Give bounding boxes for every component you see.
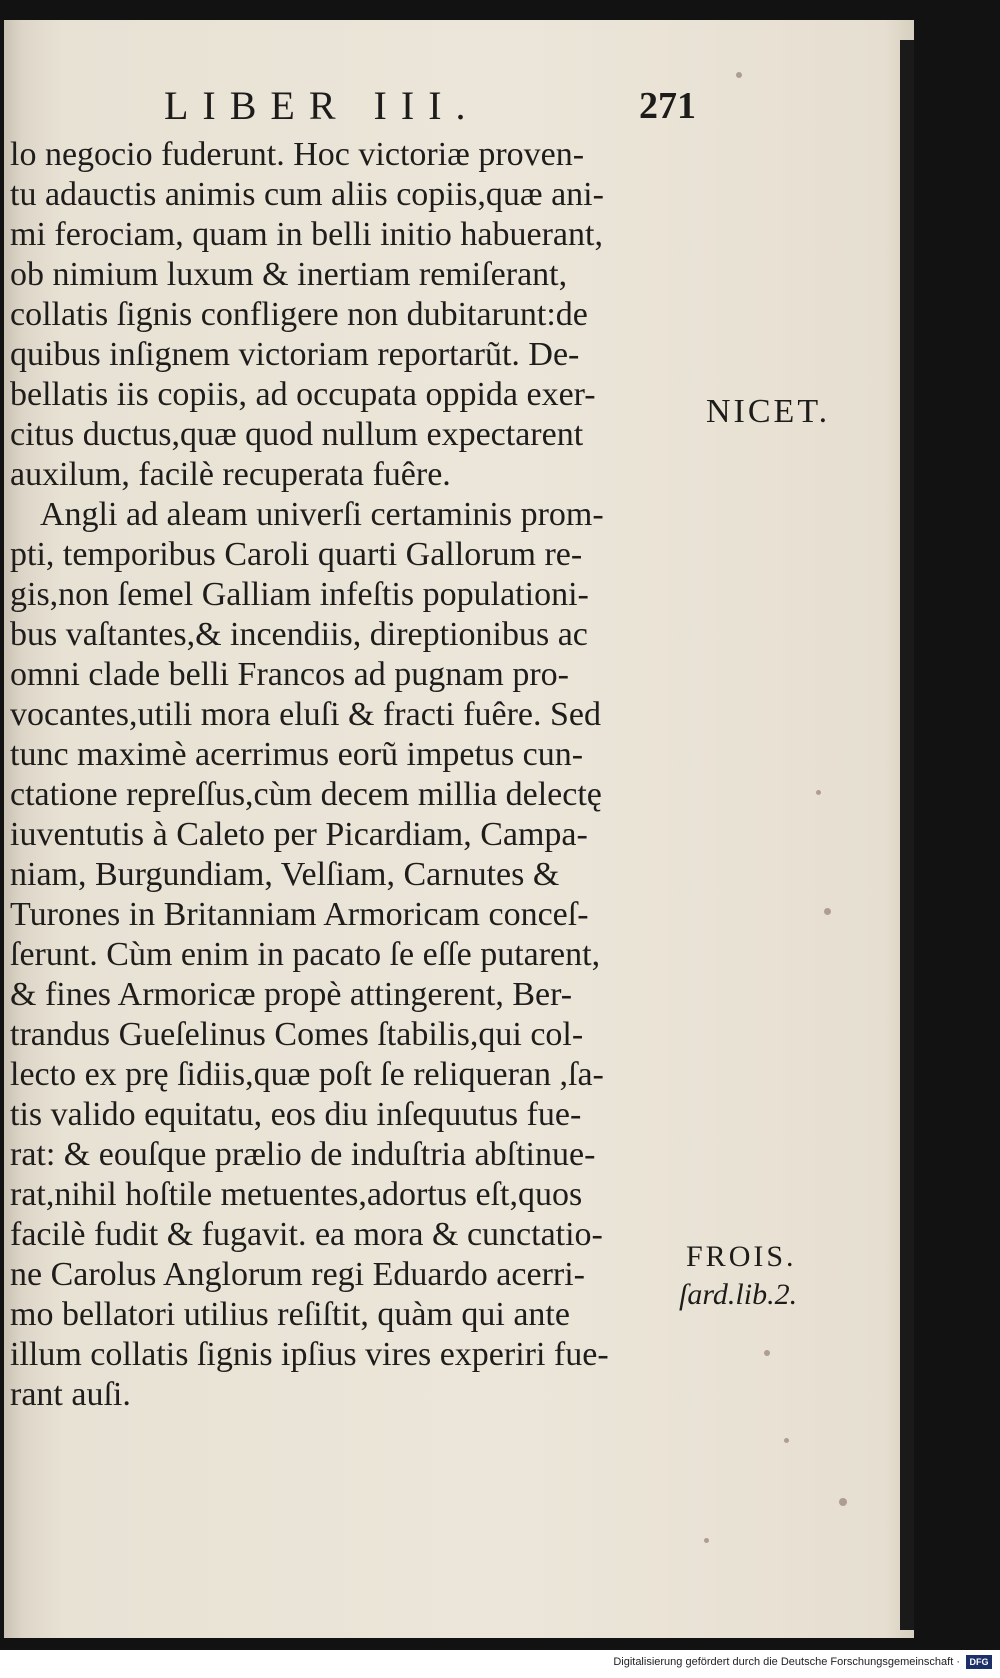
- text-line: iuventutis à Caleto per Picardiam, Campa-: [10, 816, 588, 853]
- paragraph-start-line: Angli ad aleam univerſi certaminis prom-: [40, 496, 604, 533]
- text-line: mo bellatori utilius reſiſtit, quàm qui ante: [10, 1296, 570, 1333]
- text-line: citus ductus,quæ quod nullum expectarent: [10, 416, 584, 453]
- text-line: & fines Armoricæ propè attingerent, Ber-: [10, 976, 573, 1013]
- text-line: bus vaſtantes,& incendiis, direptionibus ac: [10, 616, 588, 653]
- text-line: niam, Burgundiam, Velſiam, Carnutes &: [10, 856, 560, 893]
- funding-credit: Digitalisierung gefördert durch die Deutsche Forschungsgemeinschaft ·: [613, 1656, 960, 1668]
- text-line: pti, temporibus Caroli quarti Gallorum re-: [10, 536, 583, 573]
- text-line: ob nimium luxum & inertiam remiſerant,: [10, 256, 568, 293]
- text-line: ctatione repreſſus,cùm decem millia delectę: [10, 776, 602, 813]
- page-edge-shadow: [900, 40, 914, 1630]
- text-line: Turones in Britanniam Armoricam conceſ-: [10, 896, 589, 933]
- page-number: 271: [639, 85, 696, 127]
- text-line: tis valido equitatu, eos diu inſequutus fue-: [10, 1096, 582, 1133]
- paper-stain: [736, 72, 742, 78]
- text-line: quibus inſignem victoriam reportarũt. De-: [10, 336, 580, 373]
- text-line: rant auſi.: [10, 1376, 131, 1413]
- text-line: omni clade belli Francos ad pugnam pro-: [10, 656, 569, 693]
- book-page: [4, 20, 914, 1638]
- text-line: rat: & eouſque prælio de induſtria abſtinue-: [10, 1136, 596, 1173]
- text-line: gis,non ſemel Galliam infeſtis populationi-: [10, 576, 589, 613]
- text-line: rat,nihil hoſtile metuentes,adortus eſt,quos: [10, 1176, 583, 1213]
- dfg-logo-icon: DFG: [966, 1655, 992, 1669]
- text-line: trandus Gueſelinus Comes ſtabilis,qui col-: [10, 1016, 584, 1053]
- paper-stain: [764, 1350, 770, 1356]
- text-line: mi ferociam, quam in belli initio habuerant,: [10, 216, 603, 253]
- paper-stain: [784, 1438, 789, 1443]
- text-line: collatis ſignis confligere non dubitarunt:de: [10, 296, 588, 333]
- paper-stain: [839, 1498, 847, 1506]
- text-line: facilè fudit & fugavit. ea mora & cunctatio-: [10, 1216, 603, 1253]
- text-line: ne Carolus Anglorum regi Eduardo acerri-: [10, 1256, 585, 1293]
- margin-note-nicet: NICET.: [706, 393, 831, 430]
- text-line: illum collatis ſignis ipſius vires experiri fue-: [10, 1336, 609, 1373]
- digitization-footer: [0, 1650, 1000, 1678]
- text-line: bellatis iis copiis, ad occupata oppida exer-: [10, 376, 596, 413]
- text-line: auxilum, facilè recuperata fuêre.: [10, 456, 451, 493]
- text-line: tunc maximè acerrimus eorũ impetus cun-: [10, 736, 584, 773]
- margin-note-sard: ſard.lib.2.: [679, 1278, 798, 1311]
- text-line: tu adauctis animis cum aliis copiis,quæ ani-: [10, 176, 604, 213]
- paper-stain: [704, 1538, 709, 1543]
- paper-stain: [824, 908, 831, 915]
- body-text: [10, 135, 700, 1415]
- text-line: lo negocio fuderunt. Hoc victoriæ proven-: [10, 136, 585, 173]
- margin-note-frois: FROIS.: [686, 1240, 797, 1273]
- text-line: lecto ex prę ſidiis,quæ poſt ſe reliqueran ,ſa-: [10, 1056, 604, 1093]
- page-header: [4, 82, 724, 134]
- text-line: vocantes,utili mora eluſi & fracti fuêre. Sed: [10, 696, 602, 733]
- running-title: LIBER III.: [164, 83, 480, 128]
- text-line: ſerunt. Cùm enim in pacato ſe eſſe putarent,: [10, 936, 601, 973]
- paper-stain: [816, 790, 821, 795]
